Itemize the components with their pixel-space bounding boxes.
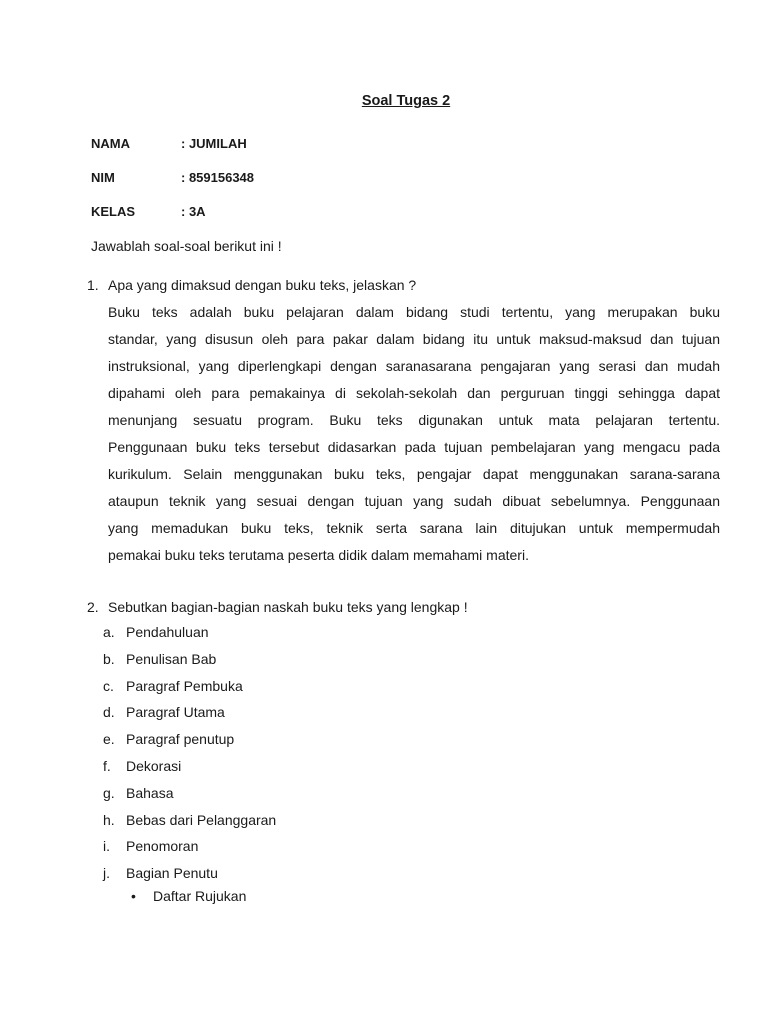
- list-item: [103, 699, 276, 726]
- list-item: [103, 753, 276, 780]
- list-item: [103, 833, 276, 860]
- sub-list-item: [131, 888, 246, 904]
- list-item: [103, 646, 276, 673]
- list-text: Paragraf penutup: [126, 731, 235, 748]
- instruction: Jawablah soal-soal berikut ini !: [91, 238, 282, 254]
- list-marker: i.: [103, 838, 110, 855]
- list-item: [103, 780, 276, 807]
- name-label: NAMA: [91, 136, 130, 151]
- list-text: Bebas dari Pelanggaran: [126, 811, 277, 828]
- answer-1-line: instruksional, yang diperlengkapi dengan saranasarana pengajaran yang serasi dan mudah: [108, 358, 720, 374]
- document-title: [0, 93, 768, 109]
- list-marker: j.: [103, 865, 110, 882]
- list-text: Paragraf Pembuka: [126, 677, 243, 694]
- list-marker: a.: [103, 624, 115, 640]
- answer-1-line: ataupun teknik yang sesuai dengan tujuan yang sudah dibuat sebelumnya. Penggunaan: [108, 493, 720, 509]
- list-text: Paragraf Utama: [126, 704, 225, 721]
- nim-label: NIM: [91, 170, 115, 185]
- name-value: : JUMILAH: [181, 136, 247, 151]
- list-text: Dekorasi: [126, 757, 182, 774]
- question-1-text: Apa yang dimaksud dengan buku teks, jelaskan ?: [108, 277, 417, 293]
- list-item: [103, 860, 276, 887]
- answer-2-list: [103, 619, 276, 887]
- list-item: [103, 726, 276, 753]
- question-2-number: 2.: [87, 599, 99, 615]
- answer-1-line: Buku teks adalah buku pelajaran dalam bidang studi tertentu, yang merupakan buku: [108, 304, 720, 320]
- answer-1-line: pemakai buku teks terutama peserta didik dalam memahami materi.: [108, 547, 529, 563]
- bullet-icon: •: [131, 888, 136, 904]
- list-text: Penulisan Bab: [126, 650, 217, 667]
- nim-value: : 859156348: [181, 170, 255, 185]
- sub-list-text: Daftar Rujukan: [153, 888, 247, 904]
- class-value: : 3A: [181, 204, 206, 219]
- answer-1-line: yang memadukan buku teks, teknik serta sarana lain ditujukan untuk mempermudah: [108, 520, 720, 536]
- list-item: [103, 673, 276, 700]
- list-text: Bahasa: [126, 784, 174, 801]
- answer-1-line: menunjang sesuatu program. Buku teks digunakan untuk mata pelajaran tertentu.: [108, 412, 720, 428]
- list-item: [103, 619, 276, 646]
- class-label: KELAS: [91, 204, 136, 219]
- question-2-text: Sebutkan bagian-bagian naskah buku teks yang lengkap !: [108, 599, 468, 615]
- list-marker: b.: [103, 650, 115, 667]
- list-marker: e.: [103, 731, 115, 748]
- list-text: Pendahuluan: [126, 624, 209, 640]
- list-marker: d.: [103, 704, 115, 721]
- list-marker: f.: [103, 757, 111, 774]
- list-marker: c.: [103, 677, 114, 694]
- answer-1-paragraph: [108, 299, 720, 569]
- list-text: Bagian Penutu: [126, 865, 218, 882]
- list-item: [103, 807, 276, 834]
- title-text: Soal Tugas 2: [361, 93, 451, 109]
- list-text: Penomoran: [126, 838, 199, 855]
- answer-1-line: standar, yang disusun oleh para pakar dalam bidang itu untuk maksud-maksud dan tujuan: [108, 331, 720, 347]
- answer-1-line: kurikulum. Selain menggunakan buku teks, pengajar dapat menggunakan sarana-sarana: [108, 466, 720, 482]
- list-marker: h.: [103, 811, 115, 828]
- answer-1-line: Penggunaan buku teks tersebut didasarkan pada tujuan pembelajaran yang mengacu pada: [108, 439, 720, 455]
- list-marker: g.: [103, 784, 115, 801]
- question-1-number: 1.: [87, 277, 99, 293]
- answer-1-line: dipahami oleh para pemakainya di sekolah-sekolah dan perguruan tinggi sehingga dapat: [108, 385, 720, 401]
